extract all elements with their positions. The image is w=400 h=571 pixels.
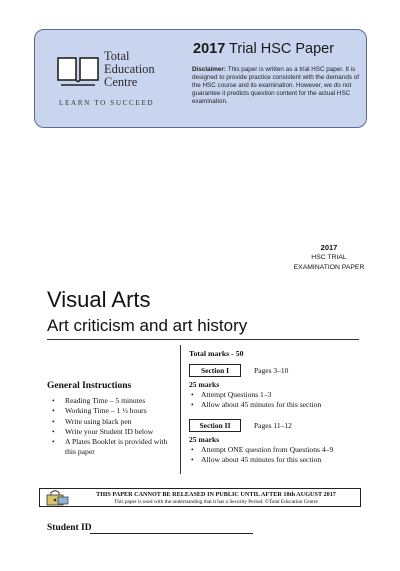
logo-tagline: LEARN TO SUCCEED <box>59 99 155 107</box>
list-item: • Reading Time – 5 minutes <box>52 396 172 406</box>
section-1-pages: Pages 3–10 <box>254 365 289 375</box>
logo-line-3: Centre <box>104 75 138 89</box>
notice-sub: This paper is used with the understanding that it has a Security Period. ©Total Education Centre <box>114 499 318 505</box>
trial-line-1: HSC TRIAL <box>311 254 347 261</box>
trial-year: 2017 <box>320 243 338 252</box>
general-instructions-title: General Instructions <box>47 381 132 391</box>
marks-panel <box>189 349 364 465</box>
section-2-marks: 25 marks <box>189 435 220 444</box>
logo-line-2: Education <box>104 62 155 76</box>
logo-line-1: Total <box>104 49 130 63</box>
list-item: • Write using black pen <box>52 417 172 427</box>
general-instructions-list <box>52 396 172 458</box>
section-2-header <box>189 419 364 432</box>
section-1-header <box>189 364 364 377</box>
section-2-pages: Pages 11–12 <box>254 420 292 430</box>
section-1-marks: 25 marks <box>189 380 220 389</box>
total-marks: Total marks - 50 <box>189 349 244 358</box>
trial-info <box>274 243 384 273</box>
list-item: • A Plates Booklet is provided with this paper <box>52 437 172 458</box>
trial-line-2: EXAMINATION PAPER <box>293 264 365 271</box>
header-banner <box>34 29 367 128</box>
security-notice <box>39 488 361 507</box>
disclaimer <box>192 66 362 106</box>
notice-main: THIS PAPER CANNOT BE RELEASED IN PUBLIC UNTIL AFTER 18th AUGUST 2017 <box>96 491 336 498</box>
section-2-list <box>189 445 364 465</box>
list-item: • Attempt ONE question from Questions 4–9 <box>189 445 364 455</box>
student-id-label: Student ID <box>47 523 92 533</box>
student-id-field[interactable] <box>90 533 253 534</box>
subject-title: Visual Arts <box>47 287 151 312</box>
disclaimer-label: Disclaimer: <box>192 66 226 73</box>
list-item: • Attempt Questions 1–3 <box>189 390 364 400</box>
list-item: • Write your Student ID below <box>52 427 172 437</box>
section-2-label: Section II <box>189 419 241 432</box>
section-1-label: Section I <box>189 364 241 377</box>
list-item: • Allow about 45 minutes for this section <box>189 400 364 410</box>
paper-year: 2017 <box>193 41 226 57</box>
logo-wordmark <box>104 50 155 89</box>
section-1-list <box>189 390 364 410</box>
divider <box>47 339 359 340</box>
lock-seal-icon <box>44 489 70 511</box>
paper-title-text: Trial HSC Paper <box>229 41 335 57</box>
list-item: • Working Time – 1 ½ hours <box>52 406 172 416</box>
column-divider <box>180 345 181 474</box>
book-logo-icon <box>57 52 99 95</box>
subject-subtitle: Art criticism and art history <box>47 316 248 335</box>
paper-title <box>193 41 334 57</box>
disclaimer-text: This paper is written as a trial HSC paper. It is designed to provide practice consistent with the demands of the HSC course and its examination. However, we do not guarantee it predicts question content for the actual HSC examination. <box>192 66 359 105</box>
list-item: • Allow about 45 minutes for this section <box>189 455 364 465</box>
